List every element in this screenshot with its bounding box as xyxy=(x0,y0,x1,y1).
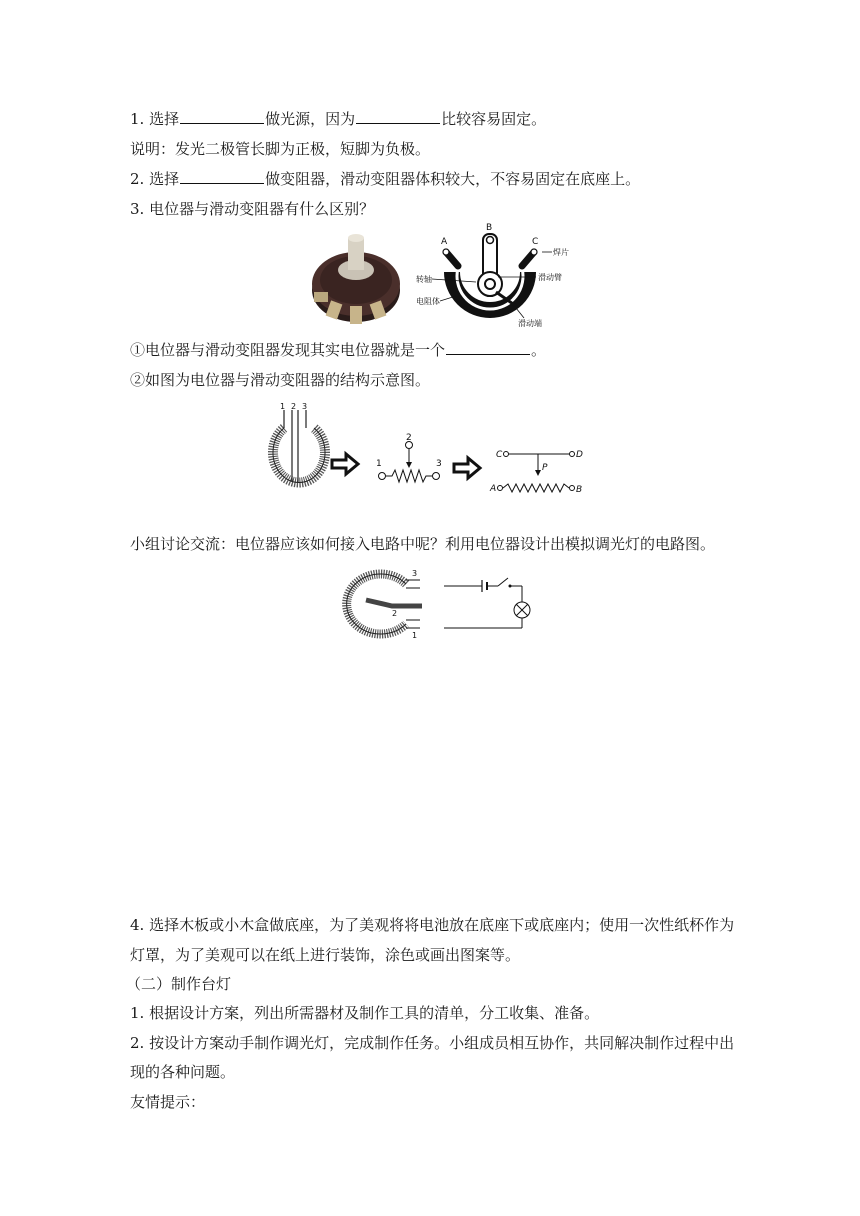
label-slider-end: 滑动端 xyxy=(518,319,542,328)
rheostat-label-a: A xyxy=(490,484,497,494)
q2-prefix: 2. 选择 xyxy=(130,170,180,188)
section2-item-2-line-2: 现的各种问题。 xyxy=(130,1063,236,1081)
structure-diagram xyxy=(262,400,592,500)
question-1 xyxy=(130,109,546,129)
rheostat-label-p: P xyxy=(542,463,548,473)
circuit-label-1: 1 xyxy=(412,631,418,640)
label-c: C xyxy=(532,237,539,247)
q1-suffix: 比较容易固定。 xyxy=(441,110,547,128)
note-text: 说明：发光二极管长脚为正极，短脚为负极。 xyxy=(130,140,431,158)
label-shaft: 转轴 xyxy=(416,275,432,284)
rheostat-label-d: D xyxy=(576,450,583,460)
q1-middle: 做光源，因为 xyxy=(265,110,356,128)
label-solder-tab: 焊片 xyxy=(553,248,569,257)
question-3: 3. 电位器与滑动变阻器有什么区别？ xyxy=(130,200,375,218)
answer-blank[interactable] xyxy=(180,169,264,184)
potentiometer-schematic xyxy=(412,222,582,332)
potentiometer-photo xyxy=(306,232,406,330)
q1-prefix: 1. 选择 xyxy=(130,110,180,128)
label-slider-arm: 滑动臂 xyxy=(538,273,562,282)
answer-blank[interactable] xyxy=(446,340,530,355)
item1-suffix: 。 xyxy=(531,341,547,359)
label-resistor-body: 电阻体 xyxy=(416,297,440,306)
section-heading: （二）制作台灯 xyxy=(126,975,232,993)
rheostat-label-c: C xyxy=(496,450,503,460)
symbol-label-2: 2 xyxy=(406,433,412,443)
question-4-line-2: 灯罩，为了美观可以在纸上进行装饰，涂色或画出图案等。 xyxy=(130,946,521,964)
answer-blank[interactable] xyxy=(356,109,440,124)
answer-blank[interactable] xyxy=(180,109,264,124)
circuit-label-3: 3 xyxy=(412,569,418,578)
label-b: B xyxy=(486,223,493,233)
question-4-line-1: 4. 选择木板或小木盒做底座，为了美观将将电池放在底座下或底座内；使用一次性纸杯作为 xyxy=(130,916,735,934)
section2-item-2-line-1: 2. 按设计方案动手制作调光灯，完成制作任务。小组成员相互协作，共同解决制作过程中出 xyxy=(130,1034,735,1052)
rheostat-label-b: B xyxy=(576,485,583,495)
label-a: A xyxy=(441,237,448,247)
struct-label-2: 2 xyxy=(291,402,297,411)
tips-label: 友情提示： xyxy=(130,1093,206,1111)
circuit-figure xyxy=(322,566,532,646)
item-2: ②如图为电位器与滑动变阻器的结构示意图。 xyxy=(130,371,431,389)
circuit-label-2: 2 xyxy=(392,609,398,618)
symbol-label-1: 1 xyxy=(376,459,382,469)
item1-prefix: ①电位器与滑动变阻器发现其实电位器就是一个 xyxy=(130,341,446,359)
symbol-label-3: 3 xyxy=(436,459,442,469)
q2-suffix: 做变阻器，滑动变阻器体积较大，不容易固定在底座上。 xyxy=(265,170,641,188)
section2-item-1: 1. 根据设计方案，列出所需器材及制作工具的清单，分工收集、准备。 xyxy=(130,1004,600,1022)
question-2 xyxy=(130,169,640,189)
item-1 xyxy=(130,340,546,360)
discussion-text: 小组讨论交流：电位器应该如何接入电路中呢？利用电位器设计出模拟调光灯的电路图。 xyxy=(130,535,716,553)
struct-label-3: 3 xyxy=(302,402,308,411)
struct-label-1: 1 xyxy=(280,402,286,411)
